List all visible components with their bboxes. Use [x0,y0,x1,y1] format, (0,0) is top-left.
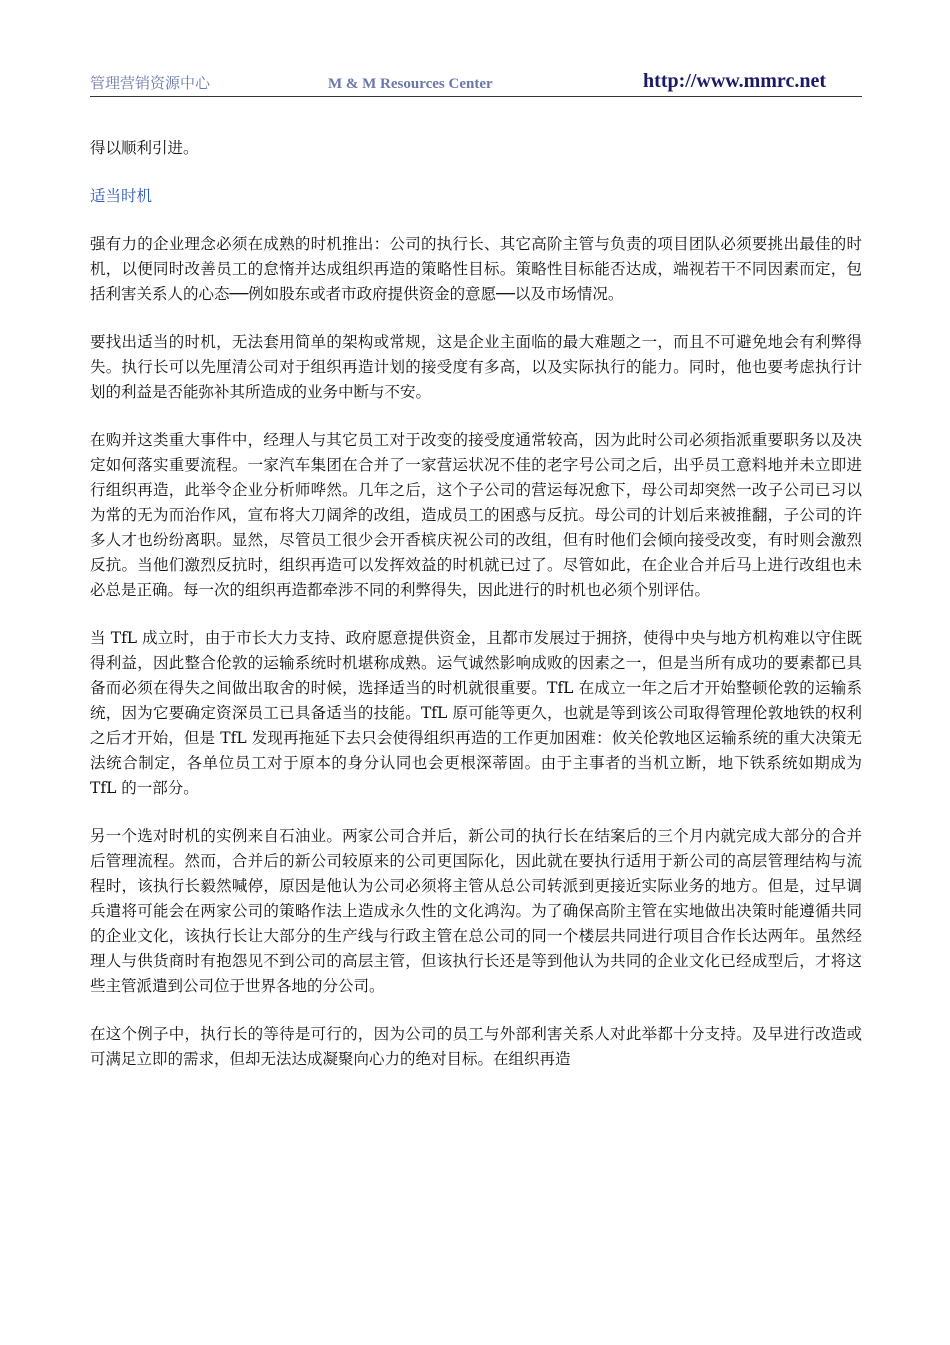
header-org-en: M & M Resources Center [328,76,493,92]
page-header [90,70,862,97]
paragraph: 在购并这类重大事件中，经理人与其它员工对于改变的接受度通常较高，因为此时公司必须指派重要职务以及决定如何落实重要流程。一家汽车集团在合并了一家营运状况不佳的老字号公司之后，出乎员工意料地并未立即进行组织再造，此举令企业分析师哗然。几年之后，这个子公司的营运每况愈下，母公司却突然一改子公司已习以为常的无为而治作风，宣布将大刀阔斧的改组，造成员工的困惑与反抗。母公司的计划后来被推翻，子公司的许多人才也纷纷离职。显然，尽管员工很少会开香槟庆祝公司的改组，但有时他们会倾向接受改变，有时则会激烈反抗。当他们激烈反抗时，组织再造可以发挥效益的时机就已过了。尽管如此，在企业合并后马上进行改组也未必总是正确。每一次的组织再造都牵涉不同的利弊得失，因此进行的时机也必须个别评估。 [90,431,862,599]
section-title: 适当时机 [90,187,153,205]
paragraph: 在这个例子中，执行长的等待是可行的，因为公司的员工与外部利害关系人对此举都十分支持。及早进行改造或可满足立即的需求，但却无法达成凝聚向心力的绝对目标。在组织再造 [90,1025,862,1068]
lead-line: 得以顺利引进。 [90,139,199,157]
header-url-link[interactable]: http://www.mmrc.net [643,70,826,92]
paragraph: 另一个选对时机的实例来自石油业。两家公司合并后，新公司的执行长在结案后的三个月内就完成大部分的合并后管理流程。然而，合并后的新公司较原来的公司更国际化，因此就在要执行适用于新公司的高层管理结构与流程时，该执行长毅然喊停，原因是他认为公司必须将主管从总公司转派到更接近实际业务的地方。但是，过早调兵遣将可能会在两家公司的策略作法上造成永久性的文化鸿沟。为了确保高阶主管在实地做出决策时能遵循共同的企业文化，该执行长让大部分的生产线与行政主管在总公司的同一个楼层共同进行项目合作长达两年。虽然经理人与供货商时有抱怨见不到公司的高层主管，但该执行长还是等到他认为共同的企业文化已经成型后，才将这些主管派遣到公司位于世界各地的分公司。 [90,827,862,995]
header-org-cn: 管理营销资源中心 [90,74,211,92]
paragraph: 要找出适当的时机，无法套用简单的架构或常规，这是企业主面临的最大难题之一，而且不可避免地会有利弊得失。执行长可以先厘清公司对于组织再造计划的接受度有多高，以及实际执行的能力。同时，他也要考虑执行计划的利益是否能弥补其所造成的业务中断与不安。 [90,333,862,401]
paragraph: 强有力的企业理念必须在成熟的时机推出：公司的执行长、其它高阶主管与负责的项目团队必须要挑出最佳的时机，以便同时改善员工的怠惰并达成组织再造的策略性目标。策略性目标能否达成，端视若干不同因素而定，包括利害关系人的心态──例如股东或者市政府提供资金的意愿──以及市场情况。 [90,235,862,303]
paragraph: 当 TfL 成立时，由于市长大力支持、政府愿意提供资金，且都市发展过于拥挤，使得中央与地方机构难以守住既得利益，因此整合伦敦的运输系统时机堪称成熟。运气诚然影响成败的因素之一，但是当所有成功的要素都已具备而必须在得失之间做出取舍的时候，选择适当的时机就很重要。TfL 在成立一年之后才开始整顿伦敦的运输系统，因为它要确定资深员工已具备适当的技能。TfL 原可能等更久，也就是等到该公司取得管理伦敦地铁的权利之后才开始，但是 TfL 发现再拖延下去只会使得组织再造的工作更加困难：攸关伦敦地区运输系统的重大决策无法统合制定，各单位员工对于原本的身分认同也会更根深蒂固。由于主事者的当机立断，地下铁系统如期成为 TfL 的一部分。 [90,629,862,797]
document-body [90,136,862,1095]
